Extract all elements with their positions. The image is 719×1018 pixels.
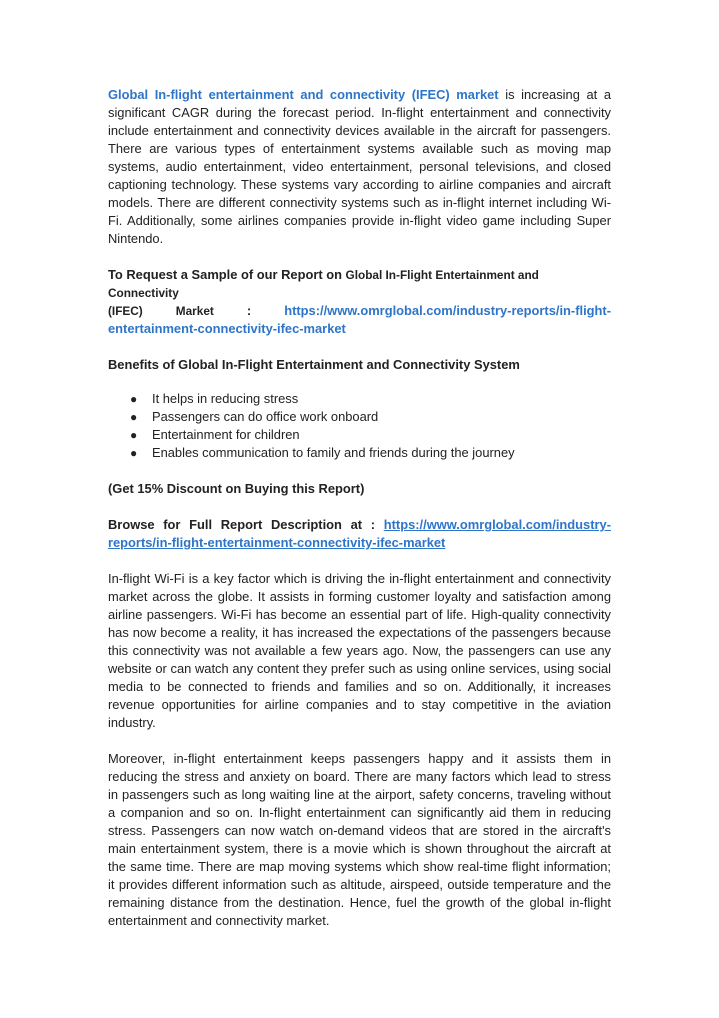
browse-colon: :: [370, 517, 376, 532]
list-item: ● Enables communication to family and friends during the journey: [130, 445, 515, 460]
benefits-list: [108, 390, 611, 462]
browse-word: at: [350, 517, 363, 532]
sample-request-line-2: [108, 302, 611, 320]
sample-request-line-1: [108, 266, 611, 302]
discount-line: (Get 15% Discount on Buying this Report): [108, 481, 365, 496]
benefits-heading: Benefits of Global In-Flight Entertainment and Connectivity System: [108, 357, 520, 372]
report-name-part-1: Global In-Flight Entertainment and Connectivity: [108, 268, 539, 300]
bullet-icon: ●: [130, 446, 138, 460]
sample-link-part-2[interactable]: entertainment-connectivity-ifec-market: [108, 321, 346, 336]
browse-link-part-1[interactable]: https://www.omrglobal.com/industry-: [383, 517, 611, 532]
list-item: ● It helps in reducing stress: [130, 391, 299, 406]
sample-colon: :: [246, 303, 252, 318]
sample-request-prefix: To Request a Sample of our Report on: [108, 267, 346, 282]
intro-body: is increasing at a significant CAGR during the forecast period. In-flight entertainment and connectivity include entertainment and connectivity devices available in the aircraft for passengers. There are various types of entertainment systems available such as moving map systems, audio entertainment, video entertainment, personal televisions, and closed captioning technology. These systems vary according to airline companies and aircraft models. There are different connectivity systems such as in-flight internet including Wi-Fi. Additionally, some airlines companies provide in-flight video game including Super Nintendo.: [108, 87, 612, 246]
browse-word: Browse: [108, 517, 155, 532]
entertainment-paragraph: Moreover, in-flight entertainment keeps passengers happy and it assists them in reducing the stress and anxiety on board. There are many factors which lead to stress in passengers such as long waiting line at the airport, safety concerns, traveling without a companion and so on. In-flight entertainment can significantly aid them in reducing stress. Passengers can now watch on-demand videos that are stored in the aircraft's main entertainment system, there is a movie which is shown throughout the aircraft at the same time. There are map moving systems which show real-time flight information; it provides different information such as altitude, airspeed, outside temperature and the remaining distance from the destination. Hence, fuel the growth of the global in-flight entertainment and connectivity market.: [108, 751, 611, 928]
document-page: [108, 86, 611, 930]
intro-paragraph: [108, 86, 611, 248]
list-item: ● Entertainment for children: [130, 427, 300, 442]
word-ifec: (IFEC): [108, 304, 143, 318]
sample-link-part-1[interactable]: https://www.omrglobal.com/industry-reports/in-flight-: [284, 303, 611, 318]
bullet-icon: ●: [130, 392, 138, 406]
sample-request-line-3: [108, 320, 611, 338]
bullet-icon: ●: [130, 410, 138, 424]
browse-block: [108, 516, 611, 552]
browse-line-2: [108, 534, 611, 552]
wifi-paragraph: In-flight Wi-Fi is a key factor which is driving the in-flight entertainment and connectivity market across the globe. It assists in forming customer loyalty and satisfaction among airline passengers. Wi-Fi has become an essential part of life. High-quality connectivity has now become a reality, it has increased the expectations of the passengers because this connectivity was not available a few years ago. Now, the passengers can use any website or can watch any content they prefer such as using online services, using social media to be connected to friends and families and so on. Additionally, it increases revenue opportunities for airline companies and to stay competitive in the aviation industry.: [108, 571, 611, 730]
list-item: ● Passengers can do office work onboard: [130, 409, 379, 424]
browse-word: Full: [189, 517, 213, 532]
browse-word: for: [163, 517, 181, 532]
browse-link-part-2[interactable]: reports/in-flight-entertainment-connectivity-ifec-market: [108, 535, 446, 550]
browse-line-1: [108, 516, 611, 534]
browse-word: Report: [220, 517, 263, 532]
sample-request-block: [108, 266, 611, 338]
word-market: Market: [175, 304, 214, 318]
ifec-market-link[interactable]: Global In-flight entertainment and connectivity (IFEC) market: [108, 87, 499, 102]
bullet-icon: ●: [130, 428, 138, 442]
browse-word: Description: [270, 517, 342, 532]
